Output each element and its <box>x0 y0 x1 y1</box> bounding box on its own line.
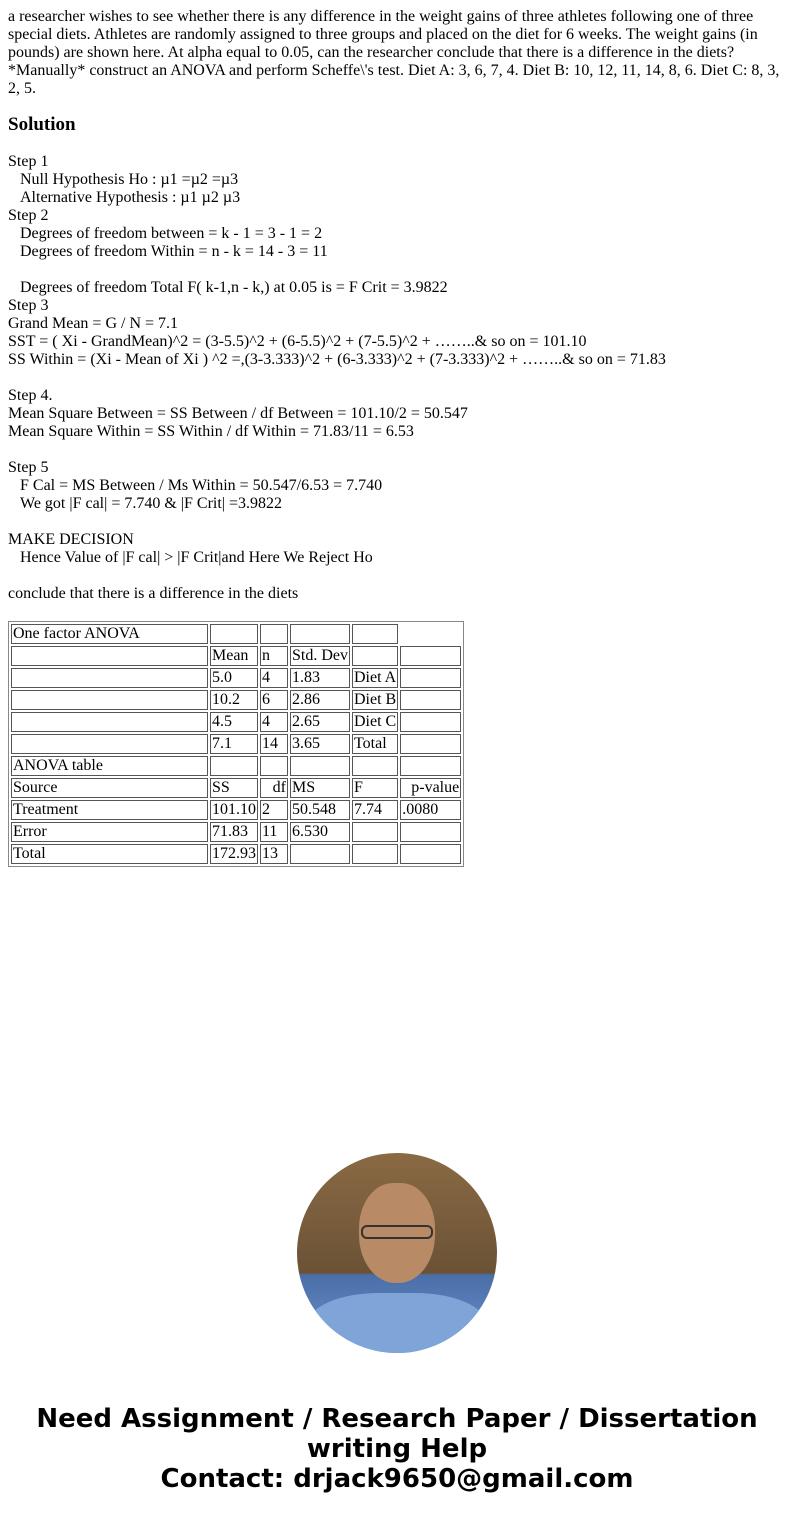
table-cell <box>400 734 461 754</box>
table-cell: MS <box>290 778 350 798</box>
table-cell: 6 <box>260 690 288 710</box>
step-label: Step 5 <box>8 459 49 476</box>
table-cell: 2.86 <box>290 690 350 710</box>
table-row <box>11 668 461 688</box>
table-cell: 14 <box>260 734 288 754</box>
table-cell: 7.1 <box>210 734 258 754</box>
table-cell <box>352 646 398 666</box>
decision: Hence Value of |F cal| > |F Crit|and Here We Reject Ho <box>20 549 373 566</box>
null-hypothesis: Null Hypothesis Ho : µ1 =µ2 =µ3 <box>20 171 239 188</box>
table-cell: SS <box>210 778 258 798</box>
table-cell: Error <box>11 822 208 842</box>
table-cell <box>11 690 208 710</box>
table-cell: Mean <box>210 646 258 666</box>
table-cell: 4 <box>260 668 288 688</box>
table-row <box>11 624 461 644</box>
table-cell: 5.0 <box>210 668 258 688</box>
glasses-icon <box>361 1225 433 1239</box>
table-cell: 172.93 <box>212 845 256 862</box>
decision-heading: MAKE DECISION <box>8 531 134 548</box>
df-between: Degrees of freedom between = k - 1 = 3 - 1 = 2 <box>20 225 323 242</box>
table-row <box>11 690 461 710</box>
step-label: Step 4. <box>8 387 53 404</box>
table-cell: .0080 <box>400 800 461 820</box>
table-cell: Std. Dev <box>292 647 348 664</box>
conclusion: conclude that there is a difference in the diets <box>8 585 299 602</box>
table-cell <box>290 624 350 644</box>
table-cell <box>400 646 461 666</box>
table-cell <box>260 756 288 776</box>
table-cell: df <box>260 778 288 798</box>
table-cell: n <box>260 646 288 666</box>
table-cell <box>400 690 461 710</box>
f-crit: Degrees of freedom Total F( k-1,n - k,) at 0.05 is = F Crit = 3.9822 <box>20 279 448 296</box>
contact-email: Contact: drjack9650@gmail.com <box>160 1464 634 1494</box>
table-cell: 13 <box>260 844 288 864</box>
table-cell <box>11 712 208 732</box>
table-row <box>11 800 461 820</box>
step-label: Step 1 <box>8 153 49 170</box>
author-photo <box>297 1153 497 1353</box>
table-cell: 2 <box>260 800 288 820</box>
table-row <box>11 844 461 864</box>
ms-between: Mean Square Between = SS Between / df Between = 101.10/2 = 50.547 <box>8 405 468 422</box>
table-cell: 4.5 <box>210 712 258 732</box>
banner-line: Need Assignment / Research Paper / Dissertation <box>36 1404 758 1434</box>
table-cell: Source <box>11 778 208 798</box>
table-cell: 10.2 <box>210 690 258 710</box>
comparison: We got |F cal| = 7.740 & |F Crit| =3.9822 <box>20 495 283 512</box>
table-cell <box>260 624 288 644</box>
banner-line: writing Help <box>306 1434 488 1464</box>
table-cell: 7.74 <box>352 800 398 820</box>
table-cell <box>400 756 461 776</box>
sst: SST = ( Xi - GrandMean)^2 = (3-5.5)^2 + (6-5.5)^2 + (7-5.5)^2 + ……..& so on = 101.10 <box>8 333 587 350</box>
question-text: a researcher wishes to see whether there is any difference in the weight gains of three athletes following one of three special diets. Athletes are randomly assigned to three groups and placed on the diet for 6 weeks. The weight gains (in pounds) are shown here. At alpha equal to 0.05, can the researcher conclude that there is a difference in the diets? *Manually* construct an ANOVA and perform Scheffe\'s test. Diet A: 3, 6, 7, 4. Diet B: 10, 12, 11, 14, 8, 6. Diet C: 8, 3, 2, 5. <box>8 8 780 97</box>
table-cell: 101.10 <box>212 801 256 818</box>
table-cell: p-value <box>400 778 461 798</box>
table-cell <box>400 822 461 842</box>
df-within: Degrees of freedom Within = n - k = 14 - 3 = 11 <box>20 243 328 260</box>
table-cell <box>352 624 398 644</box>
table-cell <box>11 668 208 688</box>
table-cell <box>290 756 350 776</box>
table-cell <box>352 844 398 864</box>
alt-hypothesis: Alternative Hypothesis : µ1 µ2 µ3 <box>20 189 241 206</box>
table-row <box>11 822 461 842</box>
table-cell: 3.65 <box>290 734 350 754</box>
anova-table <box>8 621 464 867</box>
table-cell: F <box>352 778 398 798</box>
table-cell: Total <box>352 734 398 754</box>
grand-mean: Grand Mean = G / N = 7.1 <box>8 315 179 332</box>
table-cell <box>352 756 398 776</box>
table-cell: 4 <box>260 712 288 732</box>
f-cal: F Cal = MS Between / Ms Within = 50.547/6.53 = 7.740 <box>20 477 383 494</box>
solution-heading: Solution <box>8 114 76 135</box>
table-cell: Diet B <box>354 691 397 708</box>
step-label: Step 2 <box>8 207 49 224</box>
ms-within: Mean Square Within = SS Within / df Within = 71.83/11 = 6.53 <box>8 423 414 440</box>
table-cell <box>210 624 258 644</box>
table-row <box>11 778 461 798</box>
table-row <box>11 712 461 732</box>
table-row <box>11 646 461 666</box>
table-cell: Treatment <box>11 800 208 820</box>
table-row <box>11 756 461 776</box>
table-cell <box>11 646 208 666</box>
ss-within: SS Within = (Xi - Mean of Xi ) ^2 =,(3-3.333)^2 + (6-3.333)^2 + (7-3.333)^2 + ……..& so on = 71.83 <box>8 351 666 368</box>
step-label: Step 3 <box>8 297 49 314</box>
anova-title: ANOVA table <box>11 756 208 776</box>
table-cell: 50.548 <box>290 800 350 820</box>
table-cell <box>210 756 258 776</box>
table-cell <box>400 668 461 688</box>
table-cell <box>352 822 398 842</box>
table-cell <box>400 712 461 732</box>
contact-banner <box>0 1404 794 1494</box>
table-cell: 1.83 <box>290 668 350 688</box>
table-cell <box>400 624 461 644</box>
table-title: One factor ANOVA <box>11 624 208 644</box>
table-cell <box>290 844 350 864</box>
table-cell: 6.530 <box>290 822 350 842</box>
table-cell: 71.83 <box>210 822 258 842</box>
table-row <box>11 734 461 754</box>
table-cell: Diet A <box>354 669 397 686</box>
table-cell: Total <box>11 844 208 864</box>
table-cell: 2.65 <box>290 712 350 732</box>
table-cell <box>400 844 461 864</box>
table-cell <box>11 734 208 754</box>
table-cell: Diet C <box>354 713 397 730</box>
table-cell: 11 <box>260 822 288 842</box>
